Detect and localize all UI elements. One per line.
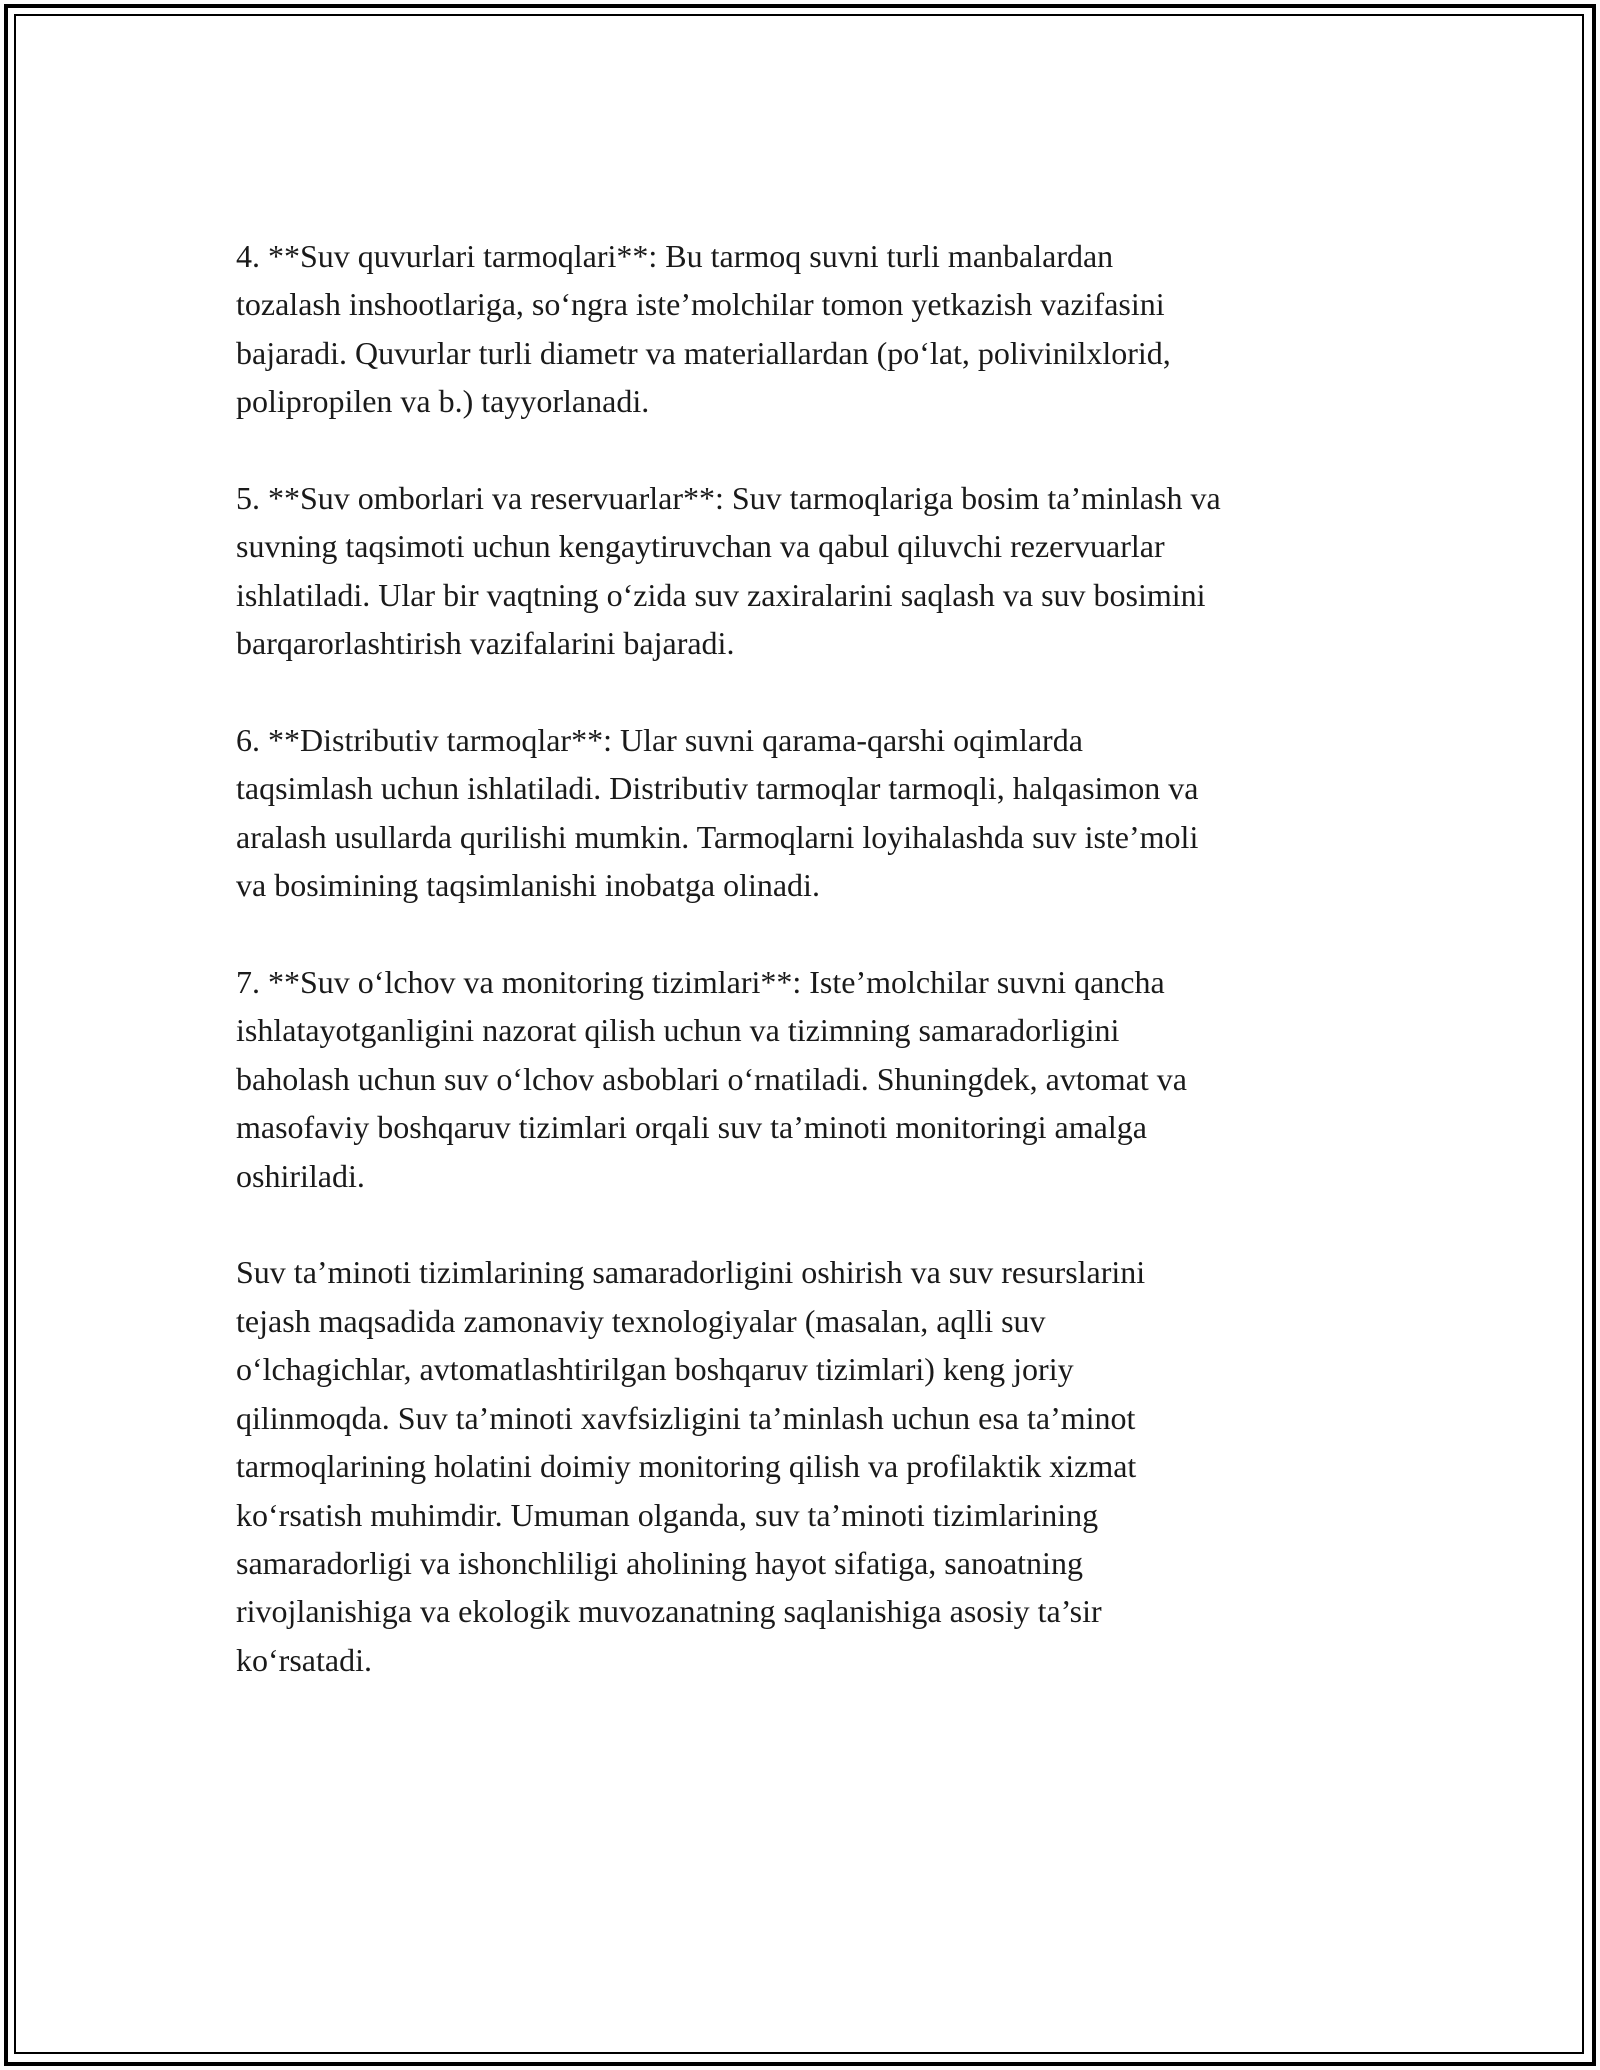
text-line: masofaviy boshqaruv tizimlari orqali suv ta’minoti monitoringi amalga bbox=[236, 1109, 1147, 1146]
text-line: bajaradi. Quvurlar turli diametr va materiallardan (po‘lat, polivinilxlorid, bbox=[236, 334, 1171, 371]
paragraph-monitoring-tizimlari bbox=[236, 958, 1386, 1200]
text-line: ko‘rsatadi. bbox=[236, 1641, 372, 1678]
text-line: o‘lchagichlar, avtomatlashtirilgan boshqaruv tizimlari) keng joriy bbox=[236, 1351, 1074, 1388]
text-line: ko‘rsatish muhimdir. Umuman olganda, suv ta’minoti tizimlarining bbox=[236, 1496, 1099, 1533]
text-line: barqarorlashtirish vazifalarini bajaradi. bbox=[236, 625, 735, 662]
paragraph-suv-quvurlari bbox=[236, 232, 1386, 426]
text-line: tejash maqsadida zamonaviy texnologiyalar (masalan, aqlli suv bbox=[236, 1302, 1046, 1339]
text-line: samaradorligi va ishonchliligi aholining hayot sifatiga, sanoatning bbox=[236, 1544, 1083, 1581]
text-line: suvning taqsimoti uchun kengaytiruvchan va qabul qiluvchi rezervuarlar bbox=[236, 528, 1165, 565]
text-line: tozalash inshootlariga, so‘ngra iste’molchilar tomon yetkazish vazifasini bbox=[236, 286, 1165, 323]
paragraph-distributiv-tarmoqlar bbox=[236, 716, 1386, 910]
document-body bbox=[236, 232, 1386, 1733]
text-line: oshiriladi. bbox=[236, 1157, 365, 1194]
text-line: tarmoqlarining holatini doimiy monitoring qilish va profilaktik xizmat bbox=[236, 1448, 1137, 1485]
text-line: ishlatiladi. Ular bir vaqtning o‘zida suv zaxiralarini saqlash va suv bosimini bbox=[236, 576, 1206, 613]
text-line: 4. **Suv quvurlari tarmoqlari**: Bu tarmoq suvni turli manbalardan bbox=[236, 238, 1114, 274]
text-line: 5. **Suv omborlari va reservuarlar**: Suv tarmoqlariga bosim ta’minlash va bbox=[236, 480, 1221, 517]
text-line: taqsimlash uchun ishlatiladi. Distributiv tarmoqlar tarmoqli, halqasimon va bbox=[236, 770, 1199, 807]
text-line: rivojlanishiga va ekologik muvozanatning saqlanishiga asosiy ta’sir bbox=[236, 1593, 1102, 1630]
text-line: 6. **Distributiv tarmoqlar**: Ular suvni qarama-qarshi oqimlarda bbox=[236, 722, 1083, 759]
text-line: aralash usullarda qurilishi mumkin. Tarmoqlarni loyihalashda suv iste’moli bbox=[236, 818, 1199, 855]
text-line: polipropilen va b.) tayyorlanadi. bbox=[236, 383, 650, 420]
text-line: 7. **Suv o‘lchov va monitoring tizimlari**: Iste’molchilar suvni qancha bbox=[236, 964, 1165, 1001]
text-line: baholash uchun suv o‘lchov asboblari o‘rnatiladi. Shuningdek, avtomat va bbox=[236, 1060, 1187, 1097]
paragraph-suv-omborlari bbox=[236, 474, 1386, 668]
paragraph-conclusion bbox=[236, 1248, 1386, 1684]
text-line: ishlatayotganligini nazorat qilish uchun va tizimning samaradorligini bbox=[236, 1012, 1120, 1049]
text-line: qilinmoqda. Suv ta’minoti xavfsizligini ta’minlash uchun esa ta’minot bbox=[236, 1399, 1136, 1436]
text-line: va bosimining taqsimlanishi inobatga olinadi. bbox=[236, 867, 820, 904]
text-line: Suv ta’minoti tizimlarining samaradorligini oshirish va suv resurslarini bbox=[236, 1254, 1146, 1291]
